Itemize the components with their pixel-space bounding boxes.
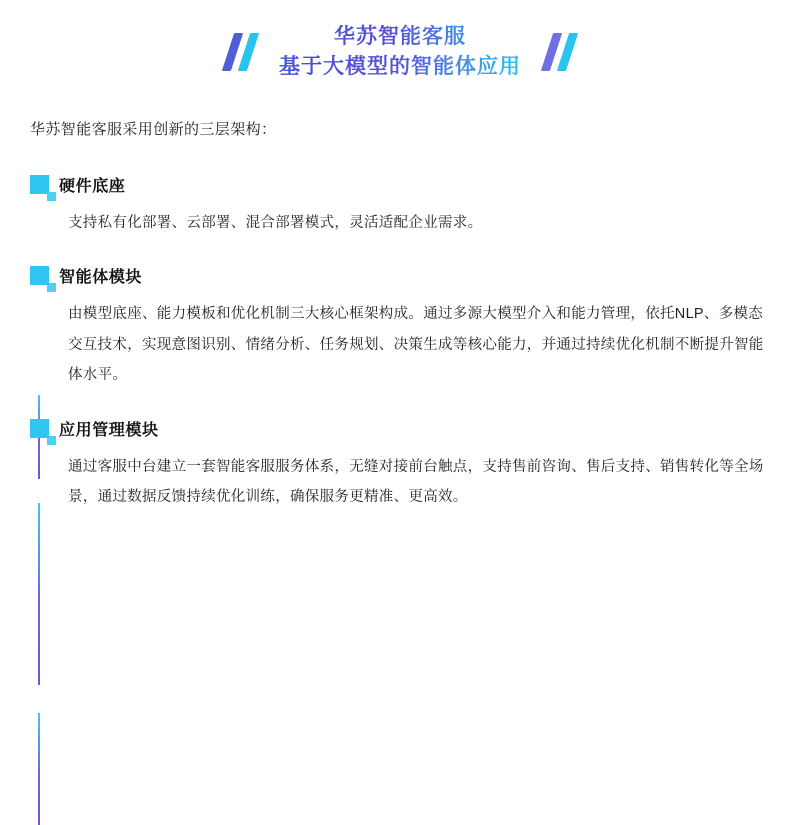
connector-line <box>38 503 40 685</box>
square-marker-icon <box>30 175 49 194</box>
page-header <box>0 0 800 104</box>
page-title-line1: 华苏智能客服 <box>279 22 521 52</box>
section-header <box>30 264 800 287</box>
section-agent-module <box>0 264 800 390</box>
square-marker-icon <box>30 266 49 285</box>
section-title: 硬件底座 <box>59 178 126 195</box>
square-marker-icon <box>30 419 49 438</box>
section-hardware-base <box>0 173 800 238</box>
section-body: 支持私有化部署、云部署、混合部署模式，灵活适配企业需求。 <box>68 215 483 231</box>
section-application-management <box>0 417 800 513</box>
right-slash-decoration <box>547 33 572 71</box>
section-body: 通过客服中台建立一套智能客服服务体系，无缝对接前台触点，支持售前咨询、售后支持、销售转化等全场景，通过数据反馈持续优化训练，确保服务更精准、更高效。 <box>68 458 764 506</box>
section-header <box>30 417 800 440</box>
section-header <box>30 173 800 196</box>
section-body: 由模型底座、能力模板和优化机制三大核心框架构成。通过多源大模型介入和能力管理，依托NLP、多模态交互技术，实现意图识别、情绪分析、任务规划、决策生成等核心能力，并通过持续优化机制不断提升智能体水平。 <box>68 306 764 384</box>
section-title: 应用管理模块 <box>59 421 159 439</box>
connector-line <box>38 713 40 825</box>
page-title-line2: 基于大模型的智能体应用 <box>279 52 521 82</box>
title-block <box>228 22 572 83</box>
section-title: 智能体模块 <box>59 269 143 287</box>
left-slash-decoration <box>228 33 253 71</box>
sections-list <box>0 173 800 513</box>
intro-paragraph: 华苏智能客服采用创新的三层架构： <box>30 121 277 138</box>
page-title <box>279 22 521 83</box>
